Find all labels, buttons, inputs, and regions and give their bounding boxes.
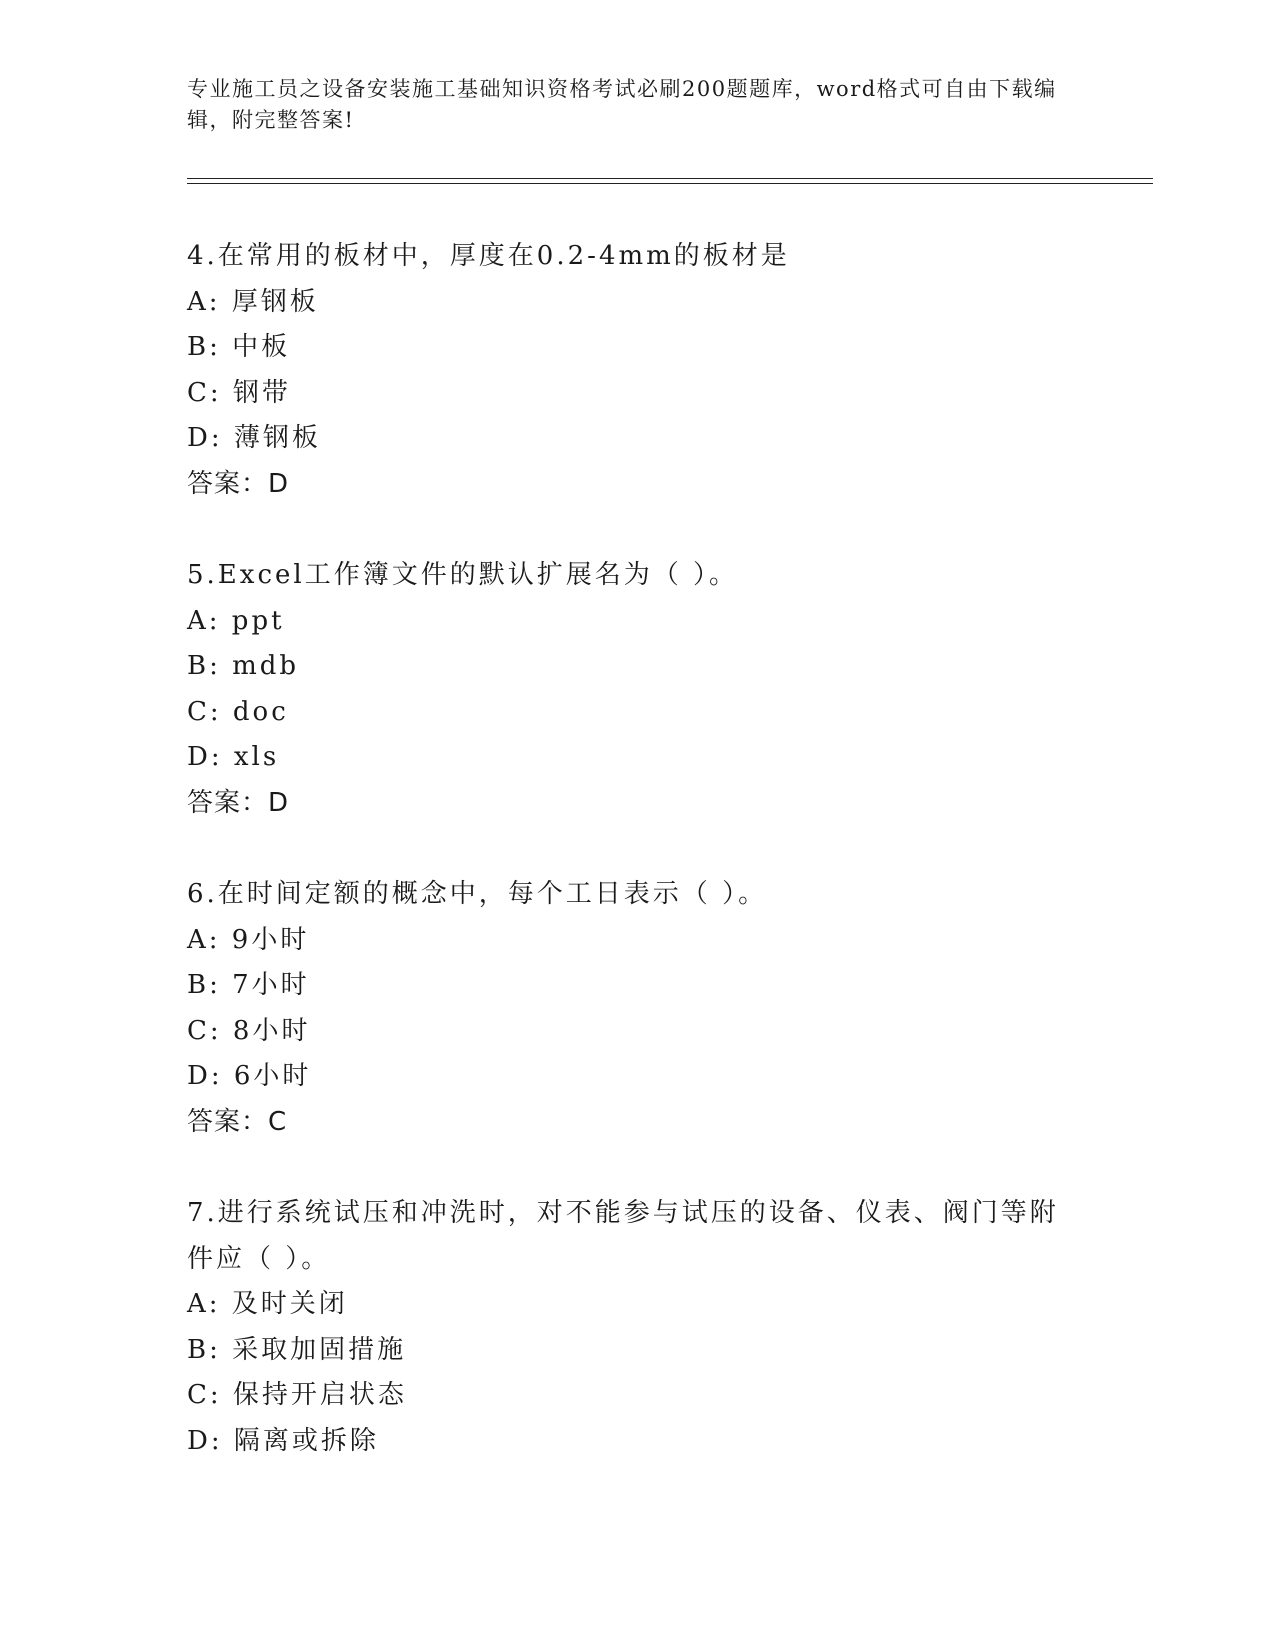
option-b: B: 采取加固措施 — [187, 1334, 407, 1365]
option-c: C: 钢带 — [187, 377, 291, 408]
option-a: A: 厚钢板 — [187, 286, 319, 317]
option-c: C: 保持开启状态 — [187, 1380, 407, 1410]
option-d: D: xls — [187, 742, 280, 772]
answer: 答案：D — [187, 787, 290, 818]
header-divider-top — [187, 178, 1153, 179]
option-d: D: 薄钢板 — [187, 423, 321, 453]
question-text: 4.在常用的板材中，厚度在0.2-4mm的板材是 — [187, 241, 790, 271]
answer: 答案：C — [187, 1106, 288, 1137]
question-6 — [187, 872, 1067, 1145]
question-text: 6.在时间定额的概念中，每个工日表示（ ）。 — [187, 879, 768, 909]
option-d: D: 6小时 — [187, 1061, 312, 1091]
header-divider-bottom — [187, 183, 1153, 184]
option-c: C: doc — [187, 696, 289, 727]
option-a: A: 及时关闭 — [187, 1289, 348, 1319]
document-title: 专业施工员之设备安装施工基础知识资格考试必刷200题题库，word格式可自由下载编辑，附完整答案! — [187, 77, 1057, 132]
option-a: A: 9小时 — [187, 924, 310, 955]
option-c: C: 8小时 — [187, 1015, 311, 1046]
option-a: A: ppt — [187, 605, 285, 636]
answer: 答案：D — [187, 468, 290, 499]
question-4 — [187, 234, 1067, 507]
option-d: D: 隔离或拆除 — [187, 1425, 379, 1456]
question-text: 5.Excel工作簿文件的默认扩展名为（ ）。 — [187, 560, 738, 590]
question-text: 7.进行系统试压和冲洗时，对不能参与试压的设备、仪表、阀门等附件应（ ）。 — [187, 1198, 1059, 1274]
option-b: B: 中板 — [187, 332, 291, 362]
option-b: B: 7小时 — [187, 970, 310, 1000]
question-7 — [187, 1191, 1067, 1464]
question-5 — [187, 553, 1067, 826]
option-b: B: mdb — [187, 651, 300, 681]
document-header — [187, 74, 1067, 136]
